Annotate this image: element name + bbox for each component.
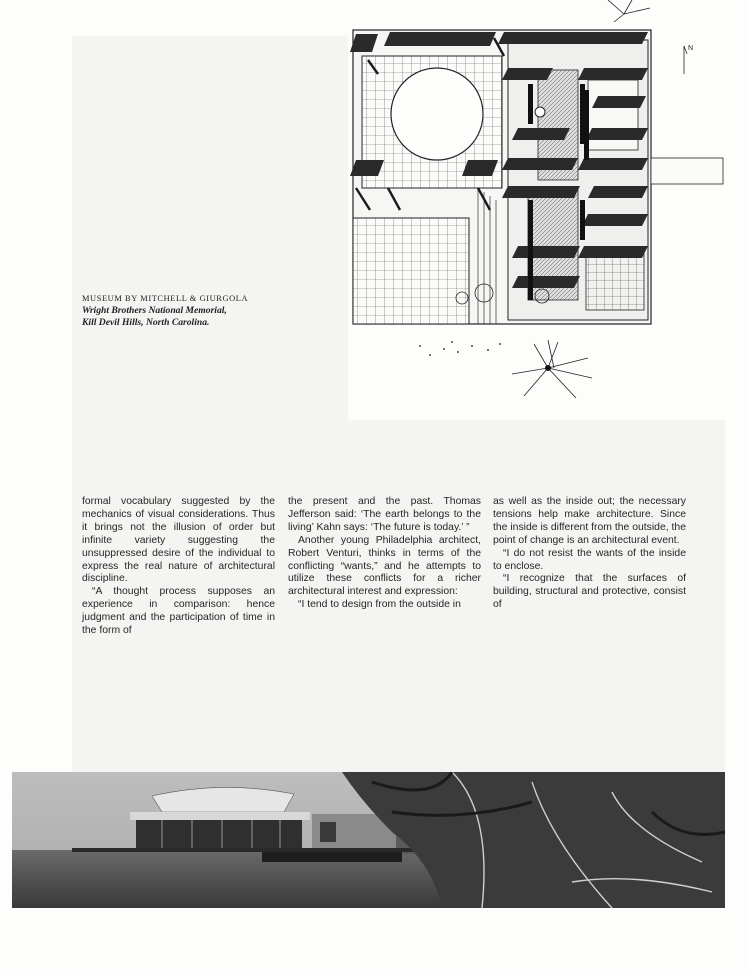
paragraph: “I do not resist the wants of the inside to enclose. [493, 547, 686, 572]
museum-plan-drawing [348, 0, 750, 420]
paragraph: “A thought process supposes an experience in comparison: hence judgment and the participation of time in the form of [82, 586, 275, 637]
museum-photograph [12, 772, 725, 908]
figure-caption [82, 293, 282, 329]
caption-heading: MUSEUM BY MITCHELL & GIURGOLA [82, 294, 249, 303]
caption-line-1: Wright Brothers National Memorial, [82, 305, 227, 316]
text-column-1 [82, 496, 275, 638]
paragraph: formal vocabulary suggested by the mechanics of visual considerations. Thus it brings not the illusion of order but infinite variety suggesting the unsuppressed desire of the individual to express the real nature of architectural discipline. [82, 496, 275, 585]
paragraph: the present and the past. Thomas Jefferson said: ‘The earth belongs to the living’ Kahn says: ‘The future is today.’ ” [288, 496, 481, 533]
paragraph: “I tend to design from the outside in [298, 599, 461, 611]
text-column-2 [288, 496, 481, 612]
text-column-3 [493, 496, 686, 612]
paragraph: Another young Philadelphia architect, Robert Venturi, thinks in terms of the conflicting “wants,” and he attempts to utilize these conflicts for a richer architectural interest and expression: [288, 534, 481, 598]
paragraph: “I recognize that the surfaces of building, structural and protective, consist of [493, 573, 686, 611]
north-label: N [688, 45, 694, 52]
caption-line-2: Kill Devil Hills, North Carolina. [82, 317, 210, 328]
paragraph: as well as the inside out; the necessary tensions help make architecture. Since the inside is different from the outside, the point of change is an architectural event. [493, 496, 686, 546]
